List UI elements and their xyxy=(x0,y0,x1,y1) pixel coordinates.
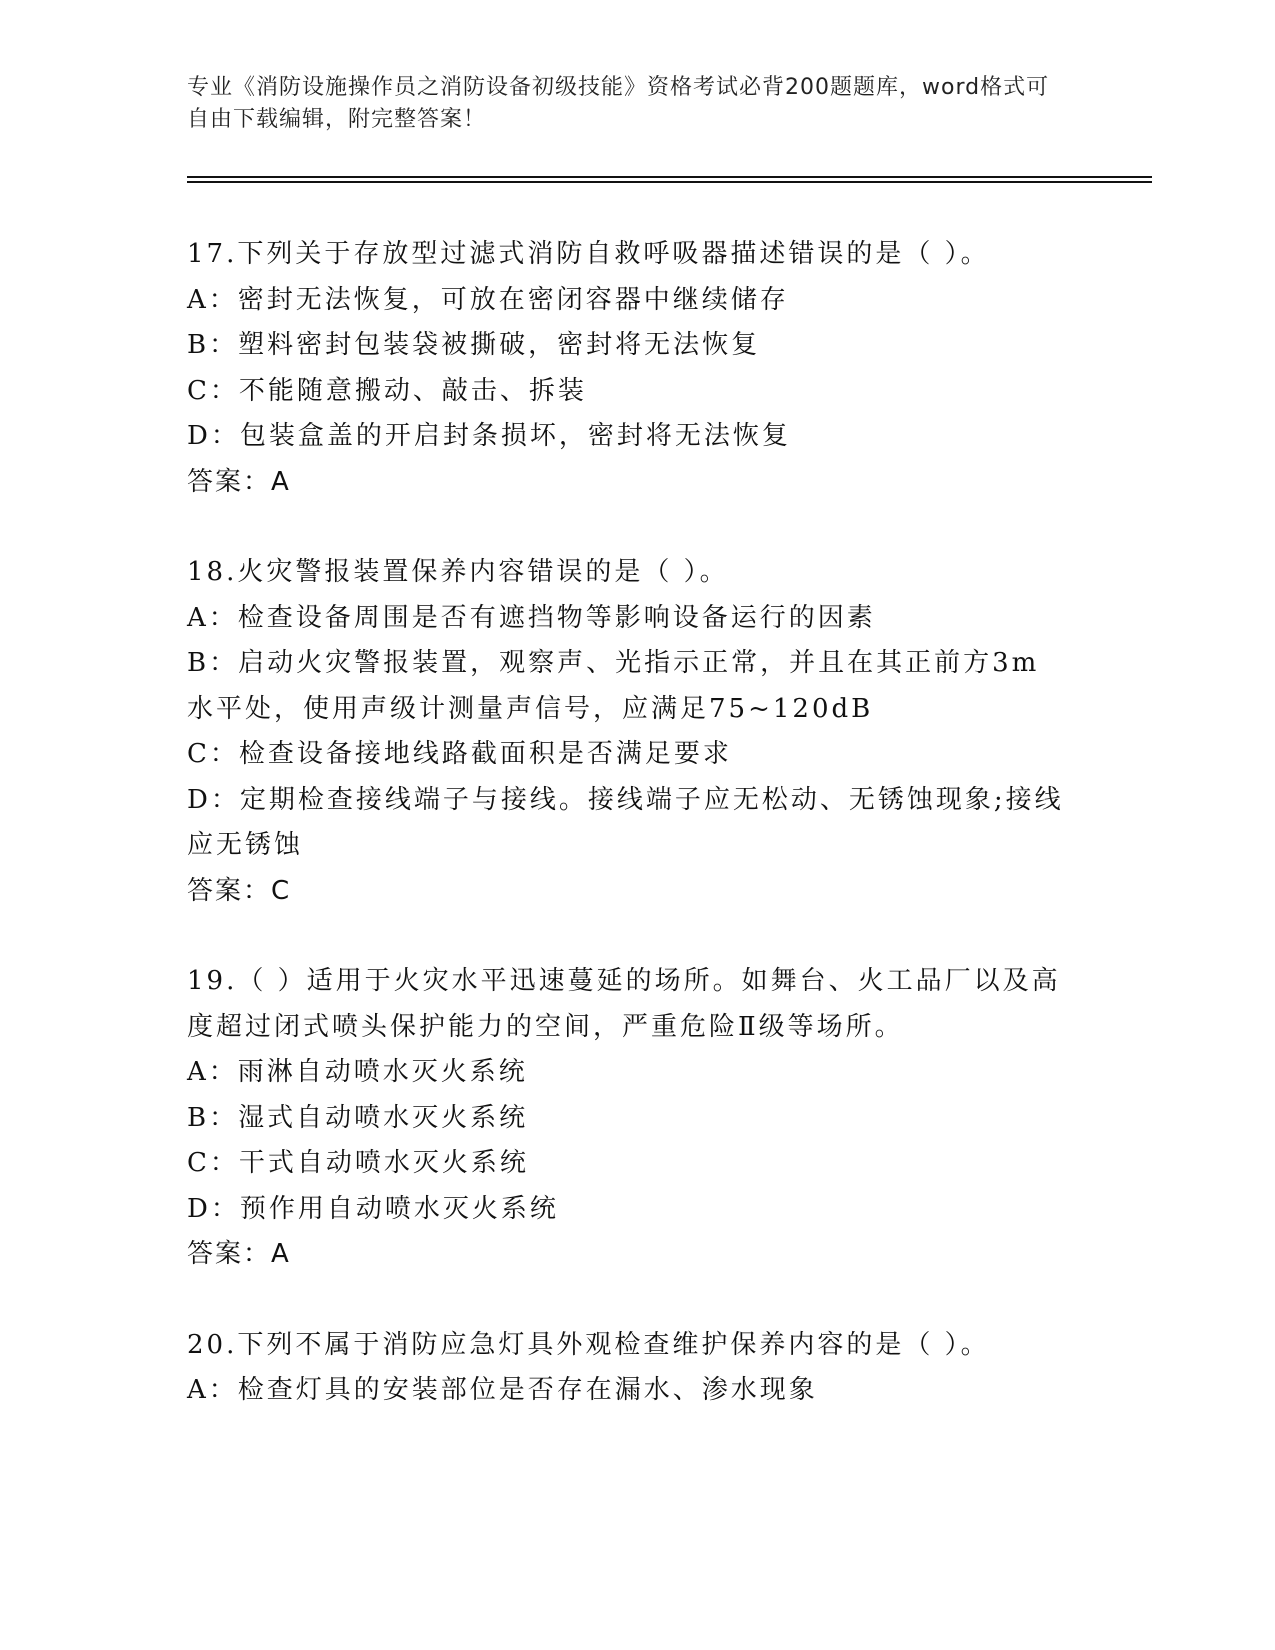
option-a: A：检查设备周围是否有遮挡物等影响设备运行的因素 xyxy=(187,602,876,633)
answer-line: 答案：A xyxy=(187,466,291,497)
option-c: C：不能随意搬动、敲击、拆装 xyxy=(187,375,587,406)
option-d: D：定期检查接线端子与接线。接线端子应无松动、无锈蚀现象;接线应无锈蚀 xyxy=(187,784,1064,860)
question-18 xyxy=(187,550,1067,914)
option-c: C：干式自动喷水灭火系统 xyxy=(187,1148,529,1178)
option-b: B：启动火灾警报装置，观察声、光指示正常，并且在其正前方3m水平处，使用声级计测量声信号，应满足75~120dB xyxy=(187,648,1040,724)
option-d: D：包装盒盖的开启封条损坏，密封将无法恢复 xyxy=(187,421,791,451)
header-divider-bottom xyxy=(187,181,1152,183)
question-stem: 18.火灾警报装置保养内容错误的是（ ）。 xyxy=(187,557,729,587)
answer-line: 答案：C xyxy=(187,875,292,906)
question-stem: 17.下列关于存放型过滤式消防自救呼吸器描述错误的是（ ）。 xyxy=(187,239,990,269)
question-stem: 19.（ ）适用于火灾水平迅速蔓延的场所。如舞台、火工品厂以及高度超过闭式喷头保护能力的空间，严重危险Ⅱ级等场所。 xyxy=(187,966,1061,1042)
question-list xyxy=(187,232,1067,1459)
option-b: B：湿式自动喷水灭火系统 xyxy=(187,1102,529,1133)
option-a: A：密封无法恢复，可放在密闭容器中继续储存 xyxy=(187,284,789,315)
option-d: D：预作用自动喷水灭火系统 xyxy=(187,1193,559,1224)
header-divider-top xyxy=(187,176,1152,178)
option-a: A：雨淋自动喷水灭火系统 xyxy=(187,1057,528,1087)
question-19 xyxy=(187,959,1067,1278)
question-17 xyxy=(187,232,1067,505)
option-a: A：检查灯具的安装部位是否存在漏水、渗水现象 xyxy=(187,1375,818,1405)
question-20 xyxy=(187,1323,1067,1414)
option-b: B：塑料密封包装袋被撕破，密封将无法恢复 xyxy=(187,330,761,360)
answer-line: 答案：A xyxy=(187,1239,291,1269)
document-header: 专业《消防设施操作员之消防设备初级技能》资格考试必背200题题库，word格式可自由下载编辑，附完整答案！ xyxy=(187,75,1050,132)
question-stem: 20.下列不属于消防应急灯具外观检查维护保养内容的是（ ）。 xyxy=(187,1329,990,1360)
option-c: C：检查设备接地线路截面积是否满足要求 xyxy=(187,739,732,769)
